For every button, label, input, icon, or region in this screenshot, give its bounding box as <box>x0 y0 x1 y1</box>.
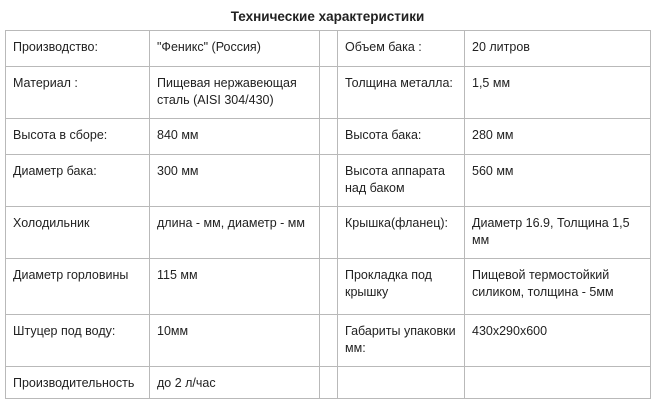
table-row <box>6 67 651 119</box>
value-right-cell: 20 литров <box>465 31 651 67</box>
value-left-cell: Пищевая нержавеющая сталь (AISI 304/430) <box>150 67 320 119</box>
table-row <box>6 119 651 155</box>
value-left-cell: 115 мм <box>150 259 320 315</box>
label-left-cell: Холодильник <box>6 207 150 259</box>
spacer-cell <box>320 207 338 259</box>
value-right-cell: Диаметр 16.9, Толщина 1,5 мм <box>465 207 651 259</box>
label-left-cell: Диаметр бака: <box>6 155 150 207</box>
label-right-cell: Объем бака : <box>338 31 465 67</box>
value-left-cell: "Феникс" (Россия) <box>150 31 320 67</box>
label-left-cell: Высота в сборе: <box>6 119 150 155</box>
label-left-cell: Материал : <box>6 67 150 119</box>
label-right-cell: Прокладка под крышку <box>338 259 465 315</box>
value-left-cell: 840 мм <box>150 119 320 155</box>
spacer-cell <box>320 31 338 67</box>
label-right-cell: Габариты упаковки мм: <box>338 315 465 367</box>
spacer-cell <box>320 315 338 367</box>
value-right-cell: Пищевой термостойкий силиком, толщина - 5мм <box>465 259 651 315</box>
value-left-cell: до 2 л/час <box>150 367 320 399</box>
label-right-cell: Толщина металла: <box>338 67 465 119</box>
spacer-cell <box>320 119 338 155</box>
value-left-cell: 300 мм <box>150 155 320 207</box>
table-row <box>6 259 651 315</box>
label-left-cell: Производительность <box>6 367 150 399</box>
table-row <box>6 207 651 259</box>
value-right-cell: 430x290x600 <box>465 315 651 367</box>
spacer-cell <box>320 67 338 119</box>
value-right-cell <box>465 367 651 399</box>
specs-table <box>5 30 651 399</box>
label-left-cell: Диаметр горловины <box>6 259 150 315</box>
table-row <box>6 367 651 399</box>
label-left-cell: Штуцер под воду: <box>6 315 150 367</box>
value-right-cell: 280 мм <box>465 119 651 155</box>
value-left-cell: 10мм <box>150 315 320 367</box>
label-right-cell: Высота аппарата над баком <box>338 155 465 207</box>
table-row <box>6 315 651 367</box>
label-left-cell: Производство: <box>6 31 150 67</box>
spacer-cell <box>320 367 338 399</box>
spacer-cell <box>320 155 338 207</box>
label-right-cell <box>338 367 465 399</box>
value-left-cell: длина - мм, диаметр - мм <box>150 207 320 259</box>
page-title: Технические характеристики <box>230 9 425 24</box>
table-row <box>6 31 651 67</box>
table-row <box>6 155 651 207</box>
value-right-cell: 560 мм <box>465 155 651 207</box>
value-right-cell: 1,5 мм <box>465 67 651 119</box>
label-right-cell: Крышка(фланец): <box>338 207 465 259</box>
label-right-cell: Высота бака: <box>338 119 465 155</box>
spacer-cell <box>320 259 338 315</box>
